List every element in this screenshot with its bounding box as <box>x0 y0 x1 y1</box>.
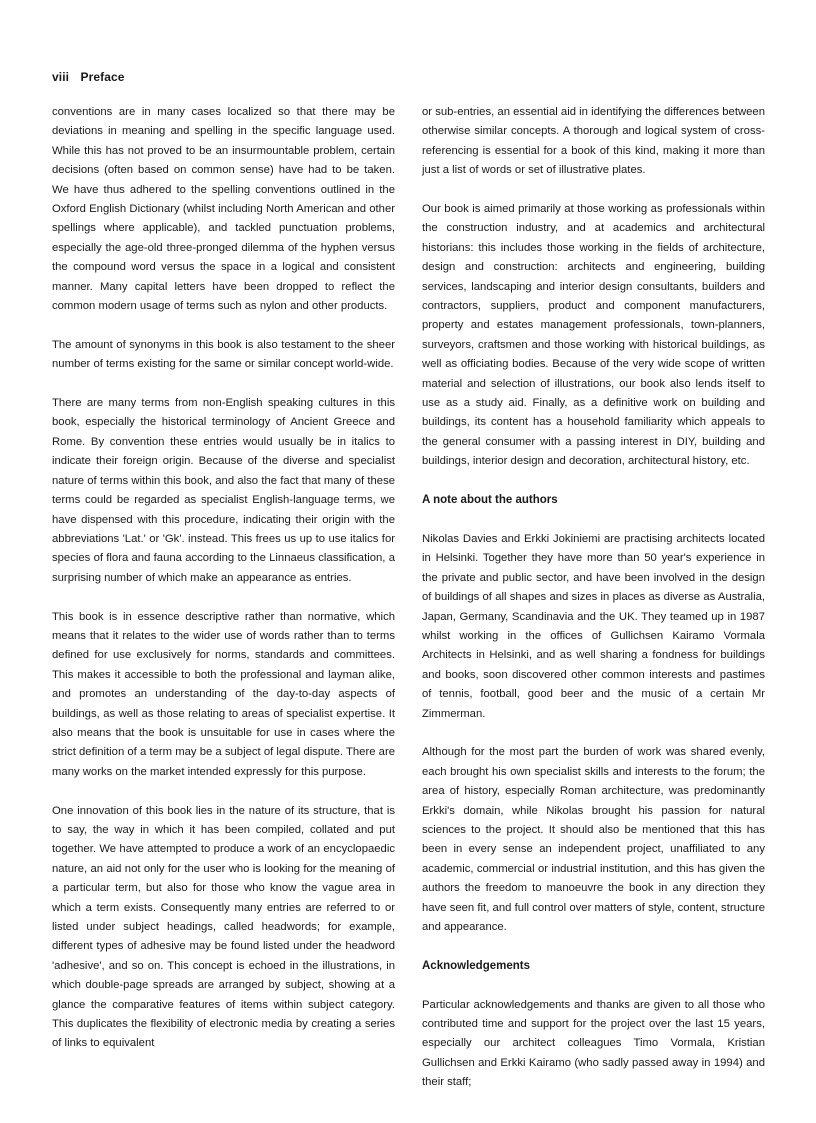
section-title: Preface <box>80 70 125 84</box>
left-column <box>52 103 395 1073</box>
acknowledgements-heading: Acknowledgements <box>422 959 530 972</box>
page-number: viii <box>52 70 70 84</box>
paragraph: Particular acknowledgements and thanks are given to all those who contributed time and support for the project over the last 15 years, especially our architect colleagues Timo Vormala, Kristian Gullichsen and Erkki Kairamo (who sadly passed away in 1994) and their staff; <box>422 998 765 1089</box>
running-head <box>52 70 125 84</box>
paragraph: conventions are in many cases localized so that there may be deviations in meaning and spelling in the specific language used. While this has not proved to be an insurmountable problem, certain decisions (often based on common sense) have had to be taken. We have thus adhered to the spelling conventions outlined in the Oxford English Dictionary (whilst including North American and other spellings where applicable), and tackled punctuation problems, especially the age-old three-pronged dilemma of the hyphen versus the compound word versus the space in a logical and consistent manner. Many capital letters have been dropped to reflect the common modern usage of terms such as nylon and other products. <box>52 106 395 313</box>
right-column <box>422 103 765 1112</box>
paragraph: Nikolas Davies and Erkki Jokiniemi are practising architects located in Helsinki. Together they have more than 50 year's experience in the private and public sector, and have been involved in the design of buildings of all shapes and sizes in places as diverse as Australia, Japan, Germany, Scandinavia and the UK. They teamed up in 1987 whilst working in the offices of Gullichsen Kairamo Vormala Architects in Helsinki, and as well sharing a fondness for buildings and books, soon discovered other common interests and pastimes of tennis, football, good beer and the music of a certain Mr Zimmerman. <box>422 532 765 720</box>
paragraph: One innovation of this book lies in the nature of its structure, that is to say, the way in which it has been compiled, collated and put together. We have attempted to produce a work of an encyclopaedic nature, an aid not only for the user who is looking for the meaning of a particular term, but also for those who know the vague area in which a term exists. Consequently many entries are referred to or listed under subject headings, called headwords; for example, different types of adhesive may be found listed under the headword 'adhesive', and so on. This concept is echoed in the illustrations, in which double-page spreads are arranged by subject, showing at a glance the comparative features of items within subject category. This duplicates the flexibility of electronic media by creating a series of links to equivalent <box>52 804 395 1050</box>
paragraph: Our book is aimed primarily at those working as professionals within the construction industry, and at academics and architectural historians: this includes those working in the fields of architecture, design and construction: architects and engineering, building services, landscaping and interior design consultants, builders and contractors, suppliers, product and component manufacturers, property and estates management professionals, town-planners, surveyors, craftsmen and those working with historical buildings, as well as officiating bodies. Because of the very wide scope of written material and selection of illustrations, our book also lends itself to use as a study aid. Finally, as a definitive work on building and buildings, its content has a household familiarity which appeals to the general consumer with a passing interest in DIY, building and buildings, interior design and decoration, architectural history, etc. <box>422 203 765 468</box>
authors-heading: A note about the authors <box>422 494 558 507</box>
paragraph: or sub-entries, an essential aid in identifying the differences between otherwise similar concepts. A thorough and logical system of cross-referencing is essential for a book of this kind, making it more than just a list of words or set of illustrative plates. <box>422 106 765 177</box>
paragraph: The amount of synonyms in this book is also testament to the sheer number of terms existing for the same or similar concept world-wide. <box>52 338 395 371</box>
paragraph: Although for the most part the burden of work was shared evenly, each brought his own specialist skills and interests to the forum; the area of history, especially Roman architecture, was predominantly Erkki's domain, while Nikolas brought his passion for natural sciences to the project. It should also be mentioned that this has been in every sense an independent project, unaffiliated to any academic, commercial or industrial institution, and this has given the authors the freedom to manoeuvre the book in any direction they have seen fit, and full control over matters of style, content, structure and appearance. <box>422 746 765 933</box>
paragraph: There are many terms from non-English speaking cultures in this book, especially the historical terminology of Ancient Greece and Rome. By convention these entries would usually be in italics to indicate their foreign origin. Because of the diverse and specialist nature of terms within this book, and also the fact that many of these terms could be regarded as specialist English-language terms, we have dispensed with this procedure, indicating their origin with the abbreviations 'Lat.' or 'Gk'. instead. This frees us up to use italics for species of flora and fauna according to the Linnaeus classification, a surprising number of which make an appearance as entries. <box>52 397 395 584</box>
paragraph: This book is in essence descriptive rather than normative, which means that it relates to the wider use of words rather than to terms defined for use exclusively for norms, standards and committees. This makes it accessible to both the professional and layman alike, and promotes an understanding of the day-to-day aspects of buildings, as well as those relating to areas of specialist expertise. It also means that the book is unsuitable for use in cases where the strict definition of a term may be a subject of legal dispute. There are many works on the market intended expressly for this purpose. <box>52 610 395 778</box>
